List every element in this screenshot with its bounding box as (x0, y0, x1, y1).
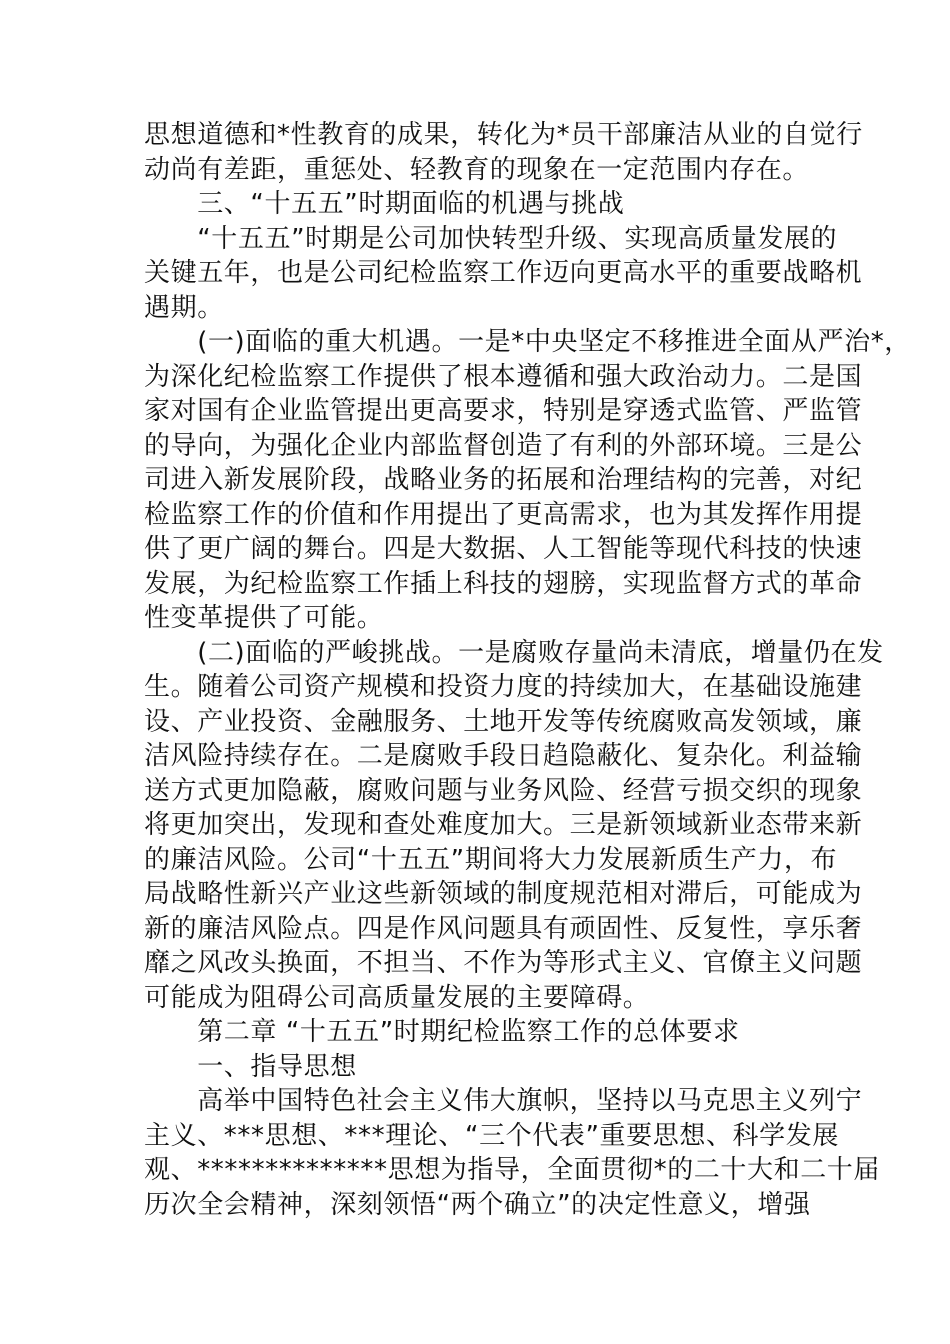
text-line: 司进入新发展阶段，战略业务的拓展和治理结构的完善，对纪 (144, 465, 863, 495)
text-line: 遇期。 (144, 292, 224, 323)
text-line: 高举中国特色社会主义伟大旗帜，坚持以马克思主义列宁 (144, 1086, 863, 1116)
text-line: 历次全会精神，深刻领悟“两个确立”的决定性意义，增强 (144, 1189, 811, 1220)
text-line: 靡之风改头换面，不担当、不作为等形式主义、官僚主义问题 (144, 948, 863, 978)
text-line: 设、产业投资、金融服务、土地开发等传统腐败高发领域，廉 (144, 706, 863, 737)
text-line: 送方式更加隐蔽，腐败问题与业务风险、经营亏损交织的现象 (144, 775, 863, 806)
text-line: (一)面临的重大机遇。一是*中央坚定不移推进全面从严治*， (144, 327, 911, 357)
text-line: 动尚有差距，重惩处、轻教育的现象在一定范围内存在。 (144, 154, 810, 185)
text-line: 关键五年，也是公司纪检监察工作迈向更高水平的重要战略机 (144, 258, 863, 288)
section-heading: 一、指导思想 (144, 1051, 357, 1082)
text-line: 发展，为纪检监察工作插上科技的翅膀，实现监督方式的革命 (144, 568, 863, 599)
text-line: 供了更广阔的舞台。四是大数据、人工智能等现代科技的快速 (144, 534, 863, 564)
text-line: 家对国有企业监管提出更高要求，特别是穿透式监管、严监管 (144, 396, 863, 426)
section-heading: 三、“十五五”时期面临的机遇与挑战 (144, 189, 625, 219)
text-line: 新的廉洁风险点。四是作风问题具有顽固性、反复性，享乐奢 (144, 913, 863, 944)
text-line: 为深化纪检监察工作提供了根本遵循和强大政治动力。二是国 (144, 361, 863, 392)
text-line: 观、**************思想为指导，全面贯彻*的二十大和二十届 (144, 1155, 881, 1185)
text-line: 将更加突出，发现和查处难度加大。三是新领域新业态带来新 (144, 810, 863, 840)
text-line: 生。随着公司资产规模和投资力度的持续加大，在基础设施建 (144, 672, 863, 702)
text-line: (二)面临的严峻挑战。一是腐败存量尚未清底，增量仍在发 (144, 637, 884, 668)
text-line: 洁风险持续存在。二是腐败手段日趋隐蔽化、复杂化。利益输 (144, 741, 863, 771)
text-line: 思想道德和*性教育的成果，转化为*员干部廉洁从业的自觉行 (144, 120, 863, 150)
text-line: 检监察工作的价值和作用提出了更高需求，也为其发挥作用提 (144, 499, 863, 530)
text-line: 性变革提供了可能。 (144, 603, 384, 633)
text-line: “十五五”时期是公司加快转型升级、实现高质量发展的 (144, 223, 838, 254)
text-line: 主义、***思想、***理论、“三个代表”重要思想、科学发展 (144, 1120, 839, 1151)
chapter-heading: 第二章 “十五五”时期纪检监察工作的总体要求 (144, 1017, 740, 1047)
text-line: 的导向，为强化企业内部监督创造了有利的外部环境。三是公 (144, 430, 863, 461)
text-line: 可能成为阻碍公司高质量发展的主要障碍。 (144, 982, 650, 1013)
text-line: 局战略性新兴产业这些新领域的制度规范相对滞后，可能成为 (144, 879, 863, 909)
text-line: 的廉洁风险。公司“十五五”期间将大力发展新质生产力，布 (144, 844, 838, 875)
